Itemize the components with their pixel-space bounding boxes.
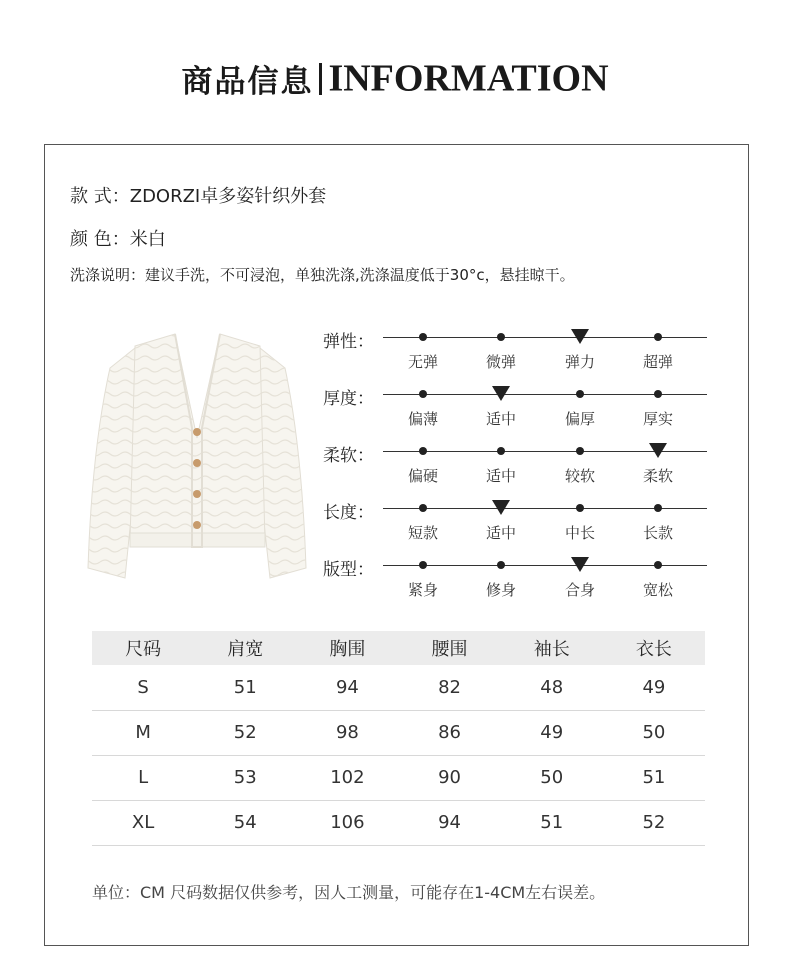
table-cell: 102 xyxy=(296,755,398,800)
scale-label: 长度： xyxy=(323,503,374,523)
scale-option: 弹力 xyxy=(564,353,595,371)
scale-selected-marker xyxy=(492,500,510,515)
scale-option: 适中 xyxy=(485,467,516,485)
scale-dot xyxy=(654,390,662,398)
table-cell: 54 xyxy=(194,800,296,845)
scale-dot xyxy=(419,561,427,569)
color-info xyxy=(70,225,166,251)
table-cell: 51 xyxy=(194,665,296,710)
scale-dot xyxy=(576,390,584,398)
scale-option: 适中 xyxy=(485,410,516,428)
scale-label: 厚度： xyxy=(323,389,374,409)
scale-row xyxy=(323,441,713,493)
table-cell: 50 xyxy=(603,710,705,755)
scale-option: 中长 xyxy=(564,524,595,542)
scale-option: 短款 xyxy=(407,524,438,542)
table-cell: 52 xyxy=(603,800,705,845)
table-row xyxy=(92,800,705,845)
table-cell: M xyxy=(92,710,194,755)
table-cell: 52 xyxy=(194,710,296,755)
table-cell: 51 xyxy=(501,800,603,845)
header-waist: 腰围 xyxy=(398,631,500,665)
table-cell: XL xyxy=(92,800,194,845)
scale-dot xyxy=(419,390,427,398)
scale-row xyxy=(323,384,713,436)
table-cell: L xyxy=(92,755,194,800)
style-info xyxy=(70,182,326,208)
color-label: 颜 色： xyxy=(70,229,130,250)
scale-dot xyxy=(576,504,584,512)
header-shoulder: 肩宽 xyxy=(194,631,296,665)
wash-label: 洗涤说明： xyxy=(70,266,146,284)
scale-option: 偏薄 xyxy=(407,410,438,428)
scale-dot xyxy=(419,504,427,512)
scale-option: 微弹 xyxy=(485,353,516,371)
style-label: 款 式： xyxy=(70,186,130,207)
table-row xyxy=(92,665,705,710)
scale-row xyxy=(323,555,713,607)
scale-dot xyxy=(419,333,427,341)
scale-dot xyxy=(419,447,427,455)
scale-selected-marker xyxy=(571,329,589,344)
scale-option: 厚实 xyxy=(642,410,673,428)
table-cell: 49 xyxy=(501,710,603,755)
size-table-header xyxy=(92,631,705,665)
table-cell: 82 xyxy=(398,665,500,710)
scale-option: 偏厚 xyxy=(564,410,595,428)
style-value: ZDORZI卓多姿针织外套 xyxy=(129,186,327,207)
scale-dot xyxy=(497,447,505,455)
scale-option: 柔软 xyxy=(642,467,673,485)
scale-dot xyxy=(497,561,505,569)
scale-option: 较软 xyxy=(564,467,595,485)
color-value: 米白 xyxy=(129,229,166,250)
scale-selected-marker xyxy=(649,443,667,458)
header-title-en: INFORMATION xyxy=(328,57,609,100)
table-row xyxy=(92,755,705,800)
measurement-note: 单位：CM 尺码数据仅供参考，因人工测量，可能存在1-4CM左右误差。 xyxy=(92,883,606,902)
scale-option: 宽松 xyxy=(642,581,673,599)
scale-option: 适中 xyxy=(485,524,516,542)
scale-option: 超弹 xyxy=(642,353,673,371)
header-size: 尺码 xyxy=(92,631,194,665)
cardigan-image xyxy=(80,328,312,583)
table-cell: 86 xyxy=(398,710,500,755)
scale-option: 偏硬 xyxy=(407,467,438,485)
table-cell: 94 xyxy=(398,800,500,845)
scale-option: 紧身 xyxy=(407,581,438,599)
header-length: 衣长 xyxy=(603,631,705,665)
table-cell: 90 xyxy=(398,755,500,800)
size-table xyxy=(92,631,705,846)
scale-label: 弹性： xyxy=(323,332,374,352)
header-divider xyxy=(319,63,322,95)
header-sleeve: 袖长 xyxy=(501,631,603,665)
scale-label: 版型： xyxy=(323,560,374,580)
wash-value: 建议手洗，不可浸泡，单独洗涤,洗涤温度低于30°c，悬挂晾干。 xyxy=(145,266,575,284)
table-cell: 98 xyxy=(296,710,398,755)
scale-dot xyxy=(497,333,505,341)
table-row xyxy=(92,710,705,755)
page-header xyxy=(0,56,790,101)
header-title-cn: 商品信息 xyxy=(181,64,314,100)
scale-row xyxy=(323,498,713,550)
scale-option: 修身 xyxy=(485,581,516,599)
table-cell: S xyxy=(92,665,194,710)
scale-selected-marker xyxy=(571,557,589,572)
scale-selected-marker xyxy=(492,386,510,401)
scale-dot xyxy=(654,504,662,512)
table-cell: 49 xyxy=(603,665,705,710)
table-cell: 50 xyxy=(501,755,603,800)
scale-option: 长款 xyxy=(642,524,673,542)
table-cell: 51 xyxy=(603,755,705,800)
scale-dot xyxy=(654,333,662,341)
table-cell: 94 xyxy=(296,665,398,710)
header-chest: 胸围 xyxy=(296,631,398,665)
table-cell: 106 xyxy=(296,800,398,845)
scale-label: 柔软： xyxy=(323,446,374,466)
scale-option: 无弹 xyxy=(407,353,438,371)
table-cell: 53 xyxy=(194,755,296,800)
scale-option: 合身 xyxy=(564,581,595,599)
scale-dot xyxy=(654,561,662,569)
table-cell: 48 xyxy=(501,665,603,710)
scale-row xyxy=(323,327,713,379)
scale-dot xyxy=(576,447,584,455)
wash-info xyxy=(70,264,575,285)
